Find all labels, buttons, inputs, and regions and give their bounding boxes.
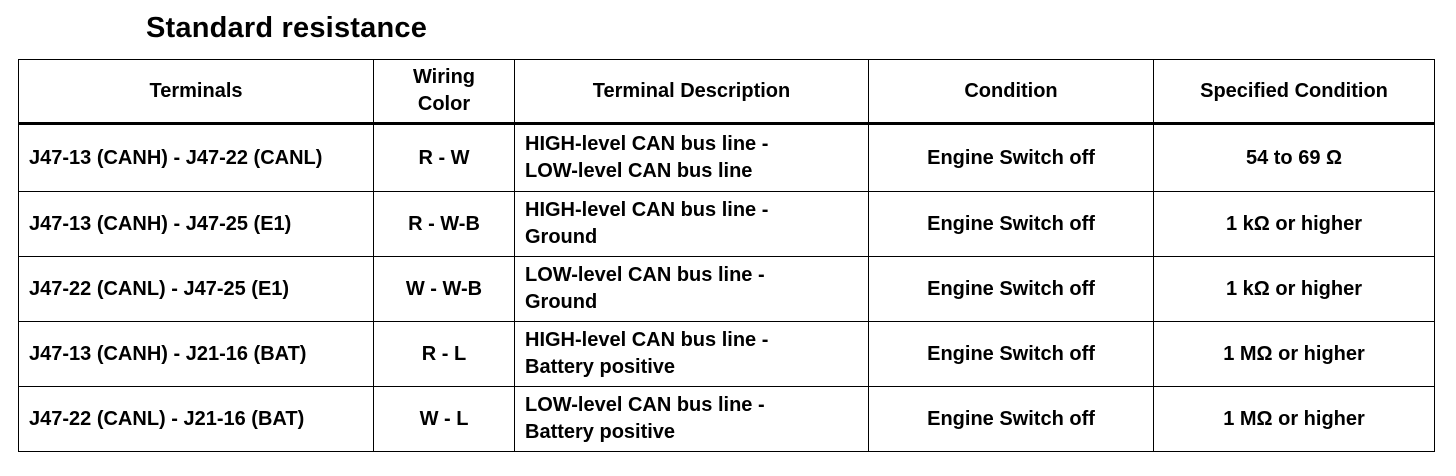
- header-terminals: Terminals: [19, 60, 374, 124]
- cell-terminal-description: [515, 257, 869, 322]
- header-terminal-description: Terminal Description: [515, 60, 869, 124]
- cell-wiring-color: W - W-B: [374, 257, 515, 322]
- cell-terminals: J47-22 (CANL) - J47-25 (E1): [19, 257, 374, 322]
- cell-terminals: J47-13 (CANH) - J21-16 (BAT): [19, 322, 374, 387]
- cell-specified-condition: 1 kΩ or higher: [1154, 192, 1435, 257]
- cell-terminals: J47-13 (CANH) - J47-25 (E1): [19, 192, 374, 257]
- cell-specified-condition: 1 MΩ or higher: [1154, 322, 1435, 387]
- desc-line2: Battery positive: [525, 356, 676, 378]
- cell-specified-condition: 54 to 69 Ω: [1154, 124, 1435, 192]
- cell-condition: Engine Switch off: [869, 322, 1154, 387]
- table-row: [19, 192, 1435, 257]
- table-header-row: [19, 60, 1435, 124]
- desc-line1: HIGH-level CAN bus line -: [525, 133, 769, 155]
- desc-line1: LOW-level CAN bus line -: [525, 394, 765, 416]
- cell-terminal-description: [515, 124, 869, 192]
- page-title: Standard resistance: [146, 12, 428, 44]
- desc-line1: LOW-level CAN bus line -: [525, 264, 765, 286]
- cell-specified-condition: 1 MΩ or higher: [1154, 387, 1435, 452]
- cell-condition: Engine Switch off: [869, 192, 1154, 257]
- cell-specified-condition: 1 kΩ or higher: [1154, 257, 1435, 322]
- header-wiring-line2: Color: [417, 93, 471, 115]
- desc-line2: LOW-level CAN bus line: [525, 160, 753, 182]
- table-row: [19, 124, 1435, 192]
- table-row: [19, 257, 1435, 322]
- desc-line1: HIGH-level CAN bus line -: [525, 199, 769, 221]
- cell-wiring-color: R - W-B: [374, 192, 515, 257]
- cell-terminal-description: [515, 322, 869, 387]
- cell-wiring-color: R - L: [374, 322, 515, 387]
- cell-terminals: J47-22 (CANL) - J21-16 (BAT): [19, 387, 374, 452]
- header-wiring-line1: Wiring: [412, 66, 476, 88]
- cell-terminals: J47-13 (CANH) - J47-22 (CANL): [19, 124, 374, 192]
- desc-line2: Ground: [525, 226, 598, 248]
- header-condition: Condition: [869, 60, 1154, 124]
- cell-terminal-description: [515, 387, 869, 452]
- desc-line2: Battery positive: [525, 421, 676, 443]
- header-wiring-color: [374, 60, 515, 124]
- table-row: [19, 387, 1435, 452]
- cell-terminal-description: [515, 192, 869, 257]
- desc-line2: Ground: [525, 291, 598, 313]
- desc-line1: HIGH-level CAN bus line -: [525, 329, 769, 351]
- cell-wiring-color: W - L: [374, 387, 515, 452]
- standard-resistance-table: [18, 59, 1435, 452]
- header-specified-condition: Specified Condition: [1154, 60, 1435, 124]
- cell-condition: Engine Switch off: [869, 257, 1154, 322]
- cell-condition: Engine Switch off: [869, 387, 1154, 452]
- cell-condition: Engine Switch off: [869, 124, 1154, 192]
- table-row: [19, 322, 1435, 387]
- cell-wiring-color: R - W: [374, 124, 515, 192]
